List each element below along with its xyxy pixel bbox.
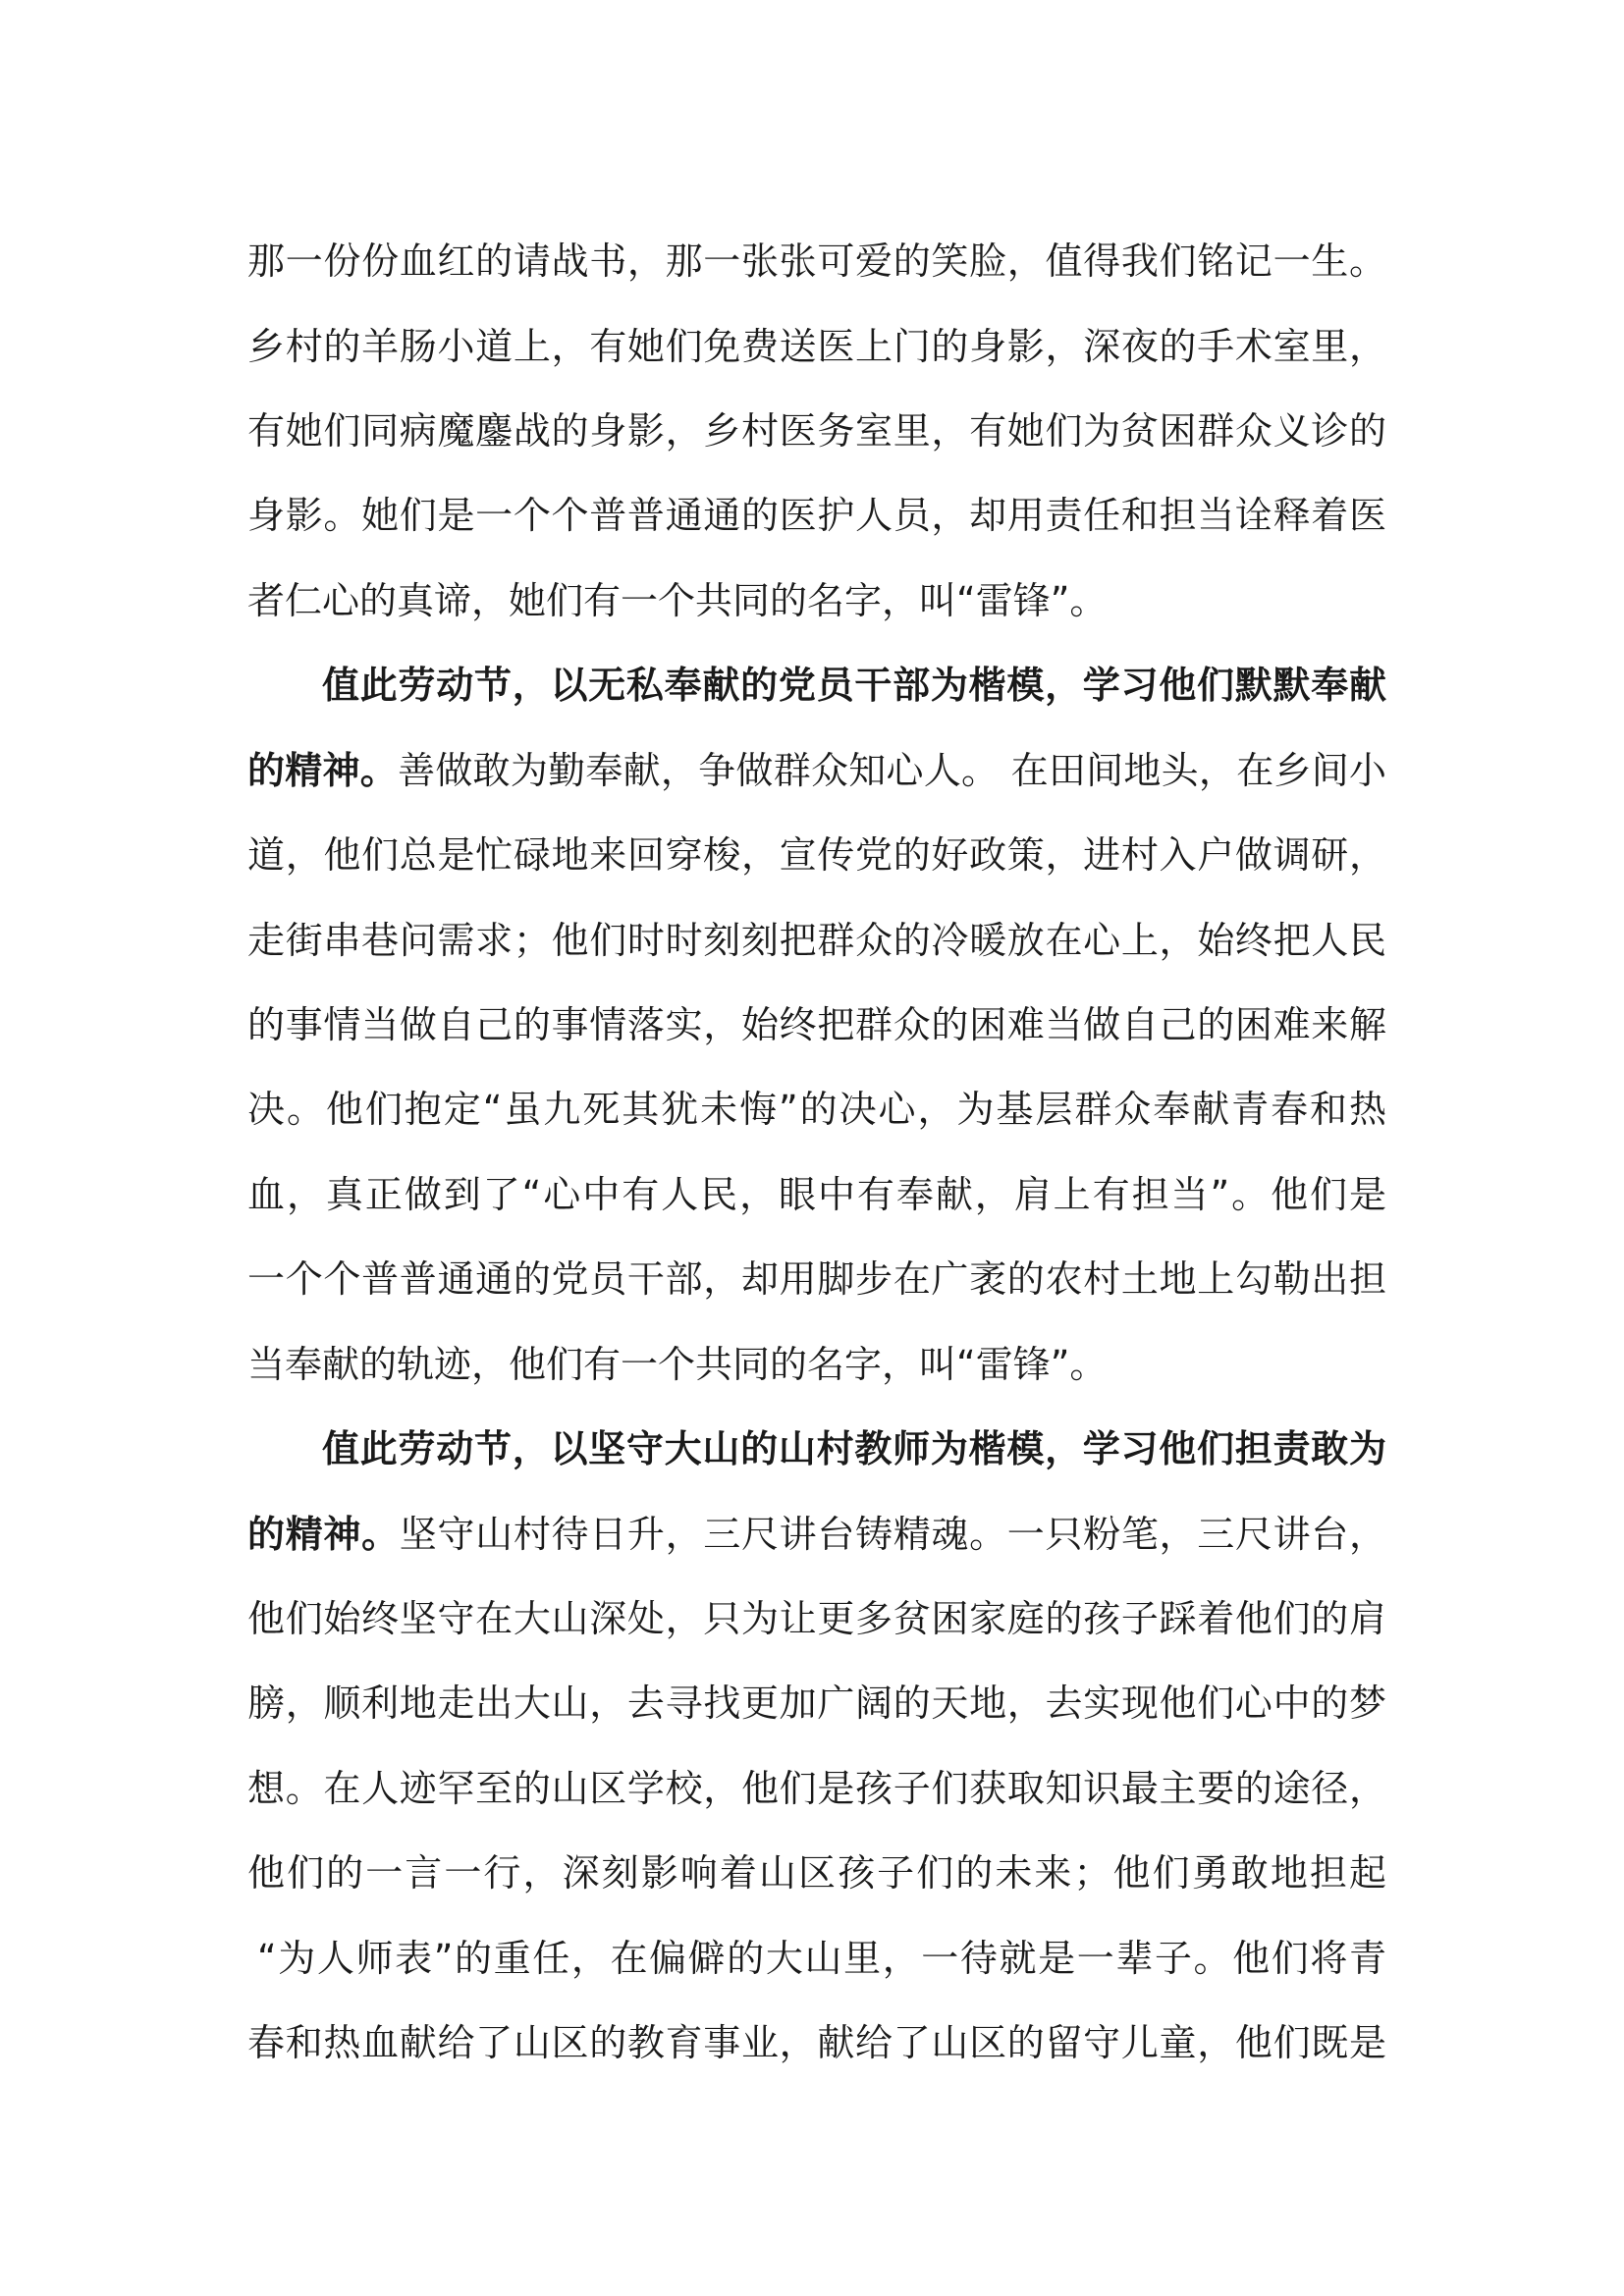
- text-line: 想。在人迹罕至的山区学校，他们是孩子们获取知识最主要的途径，: [247, 1767, 1386, 1810]
- text-line: 他们的一言一行，深刻影响着山区孩子们的未来；他们勇敢地担起: [247, 1851, 1386, 1895]
- text-line: 的精神。善做敢为勤奉献，争做群众知心人。 在田间地头，在乡间小: [247, 749, 1386, 792]
- paragraph-heading-line: 值此劳动节，以坚守大山的山村教师为楷模，学习他们担责敢为: [322, 1427, 1386, 1470]
- text-line: 决。他们抱定“虽九死其犹未悔”的决心，为基层群众奉献青春和热: [247, 1088, 1386, 1131]
- paragraph-heading-line: 值此劳动节，以无私奉献的党员干部为楷模，学习他们默默奉献: [322, 664, 1386, 707]
- text-line: 身影。她们是一个个普普通通的医护人员，却用责任和担当诠释着医: [247, 494, 1386, 537]
- text-line: 道，他们总是忙碌地来回穿梭，宣传党的好政策，进村入户做调研，: [247, 833, 1386, 877]
- text-line: 的精神。坚守山村待日升，三尺讲台铸精魂。一只粉笔，三尺讲台，: [247, 1513, 1386, 1556]
- text-line: 有她们同病魔鏖战的身影，乡村医务室里，有她们为贫困群众义诊的: [247, 409, 1386, 453]
- text-line: “为人师表”的重任，在偏僻的大山里，一待就是一辈子。他们将青: [257, 1937, 1386, 1980]
- text-line: 春和热血献给了山区的教育事业，献给了山区的留守儿童，他们既是: [247, 2021, 1386, 2064]
- text-line: 乡村的羊肠小道上，有她们免费送医上门的身影，深夜的手术室里，: [247, 325, 1386, 368]
- text-line: 膀，顺利地走出大山，去寻找更加广阔的天地，去实现他们心中的梦: [247, 1682, 1386, 1725]
- text-line: 那一份份血红的请战书，那一张张可爱的笑脸，值得我们铭记一生。: [247, 240, 1386, 283]
- text-line: 的事情当做自己的事情落实，始终把群众的困难当做自己的困难来解: [247, 1003, 1386, 1046]
- text-line: 者仁心的真谛，她们有一个共同的名字，叫“雷锋”。: [247, 579, 1108, 622]
- text-line: 血，真正做到了“心中有人民，眼中有奉献，肩上有担当”。他们是: [247, 1173, 1386, 1216]
- text-line: 一个个普普通通的党员干部，却用脚步在广袤的农村土地上勾勒出担: [247, 1257, 1386, 1301]
- text-line: 他们始终坚守在大山深处，只为让更多贫困家庭的孩子踩着他们的肩: [247, 1597, 1386, 1640]
- text-line: 当奉献的轨迹，他们有一个共同的名字，叫“雷锋”。: [247, 1343, 1108, 1386]
- text-line: 走街串巷问需求；他们时时刻刻把群众的冷暖放在心上，始终把人民: [247, 919, 1386, 962]
